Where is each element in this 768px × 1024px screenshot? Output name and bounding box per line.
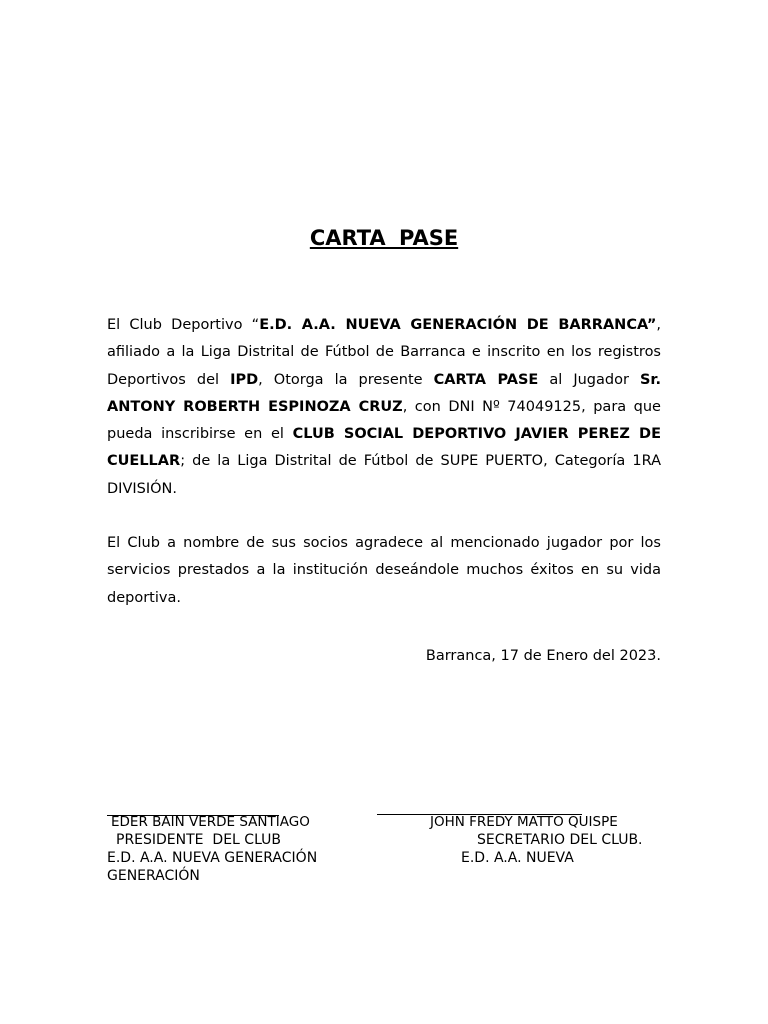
left-signer-org: E.D. A.A. NUEVA GENERACIÓN — [107, 850, 318, 866]
paragraph-text: al Jugador — [538, 371, 640, 388]
right-signer-org: E.D. A.A. NUEVA — [461, 850, 574, 866]
player-name: Sr. ANTONY ROBERTH ESPINOZA CRUZ — [107, 371, 662, 415]
destination-club: CLUB SOCIAL DEPORTIVO JAVIER PEREZ DE CUELLAR — [107, 426, 661, 470]
paragraph-text: , Otorga la presente — [258, 371, 434, 388]
right-signer-name: JOHN FREDY MATTO QUISPE — [430, 814, 618, 830]
carta-pase-label: CARTA PASE — [433, 371, 539, 388]
left-signer-name: EDER BAIN VERDE SANTIAGO — [111, 814, 310, 830]
body-paragraph-1 — [107, 312, 661, 503]
left-signer-org-cont: GENERACIÓN — [107, 868, 200, 884]
page-title: CARTA PASE — [309, 226, 459, 250]
document-date: Barranca, 17 de Enero del 2023. — [425, 648, 661, 664]
paragraph-text: , con DNI Nº 74049125, para que pueda inscribirse en el — [107, 398, 661, 443]
paragraph-text: , afiliado a la Liga Distrital de Fútbol de Barranca e inscrito en los registros Deportivos del — [107, 317, 661, 388]
club-name: E.D. A.A. NUEVA GENERACIÓN DE BARRANCA” — [259, 317, 657, 333]
paragraph-text: ; de la Liga Distrital de Fútbol de SUPE PUERTO, Categoría 1RA DIVISIÓN. — [107, 453, 661, 497]
right-signer-role: SECRETARIO DEL CLUB. — [477, 832, 643, 848]
body-paragraph-2: El Club a nombre de sus socios agradece al mencionado jugador por los servicios prestados a la institución deseándole muchos éxitos en su vida deportiva. — [107, 535, 661, 606]
paragraph-text: El Club Deportivo “ — [107, 317, 260, 333]
left-signer-role: PRESIDENTE DEL CLUB — [116, 832, 282, 848]
ipd-label: IPD — [230, 371, 259, 388]
